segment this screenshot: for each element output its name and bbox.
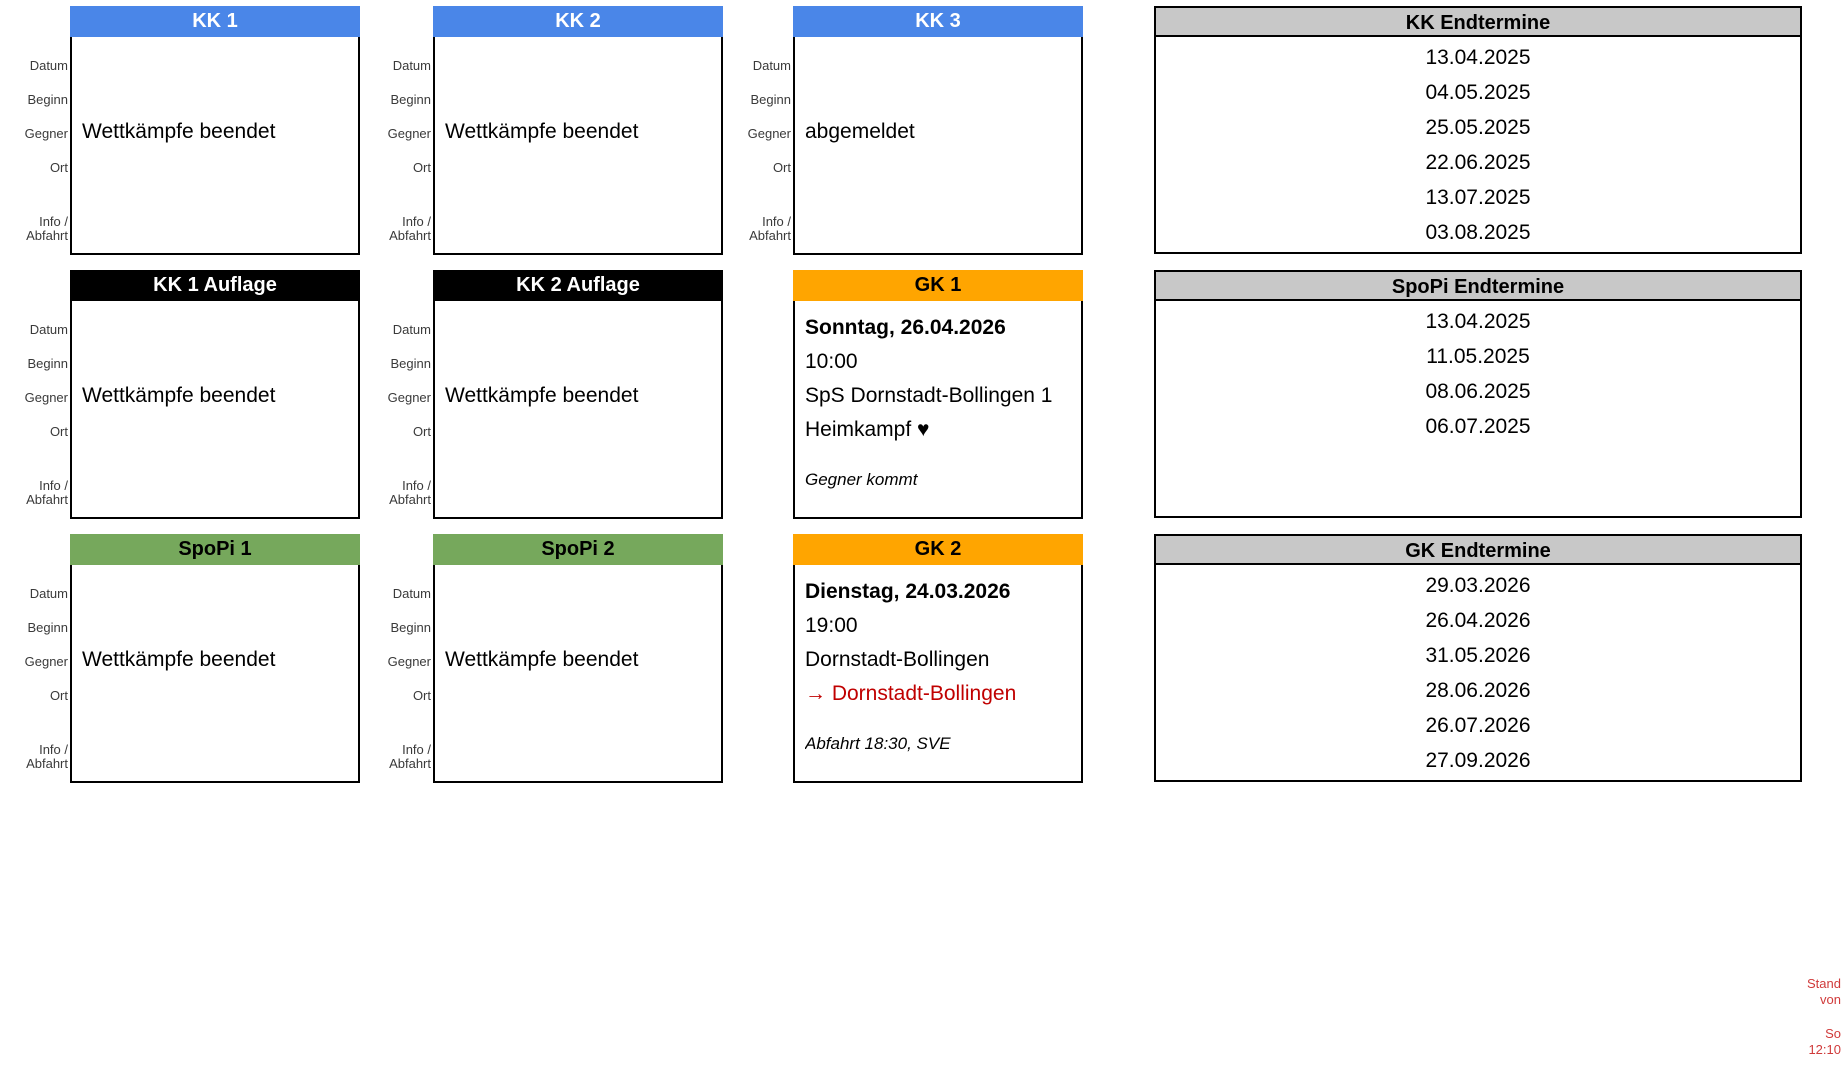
card-body — [387, 37, 723, 255]
stamp-line3: So — [1825, 1026, 1841, 1041]
match-card-kk1[interactable] — [24, 6, 360, 255]
dates-card-body — [1154, 565, 1802, 782]
dates-card-title: KK Endtermine — [1405, 12, 1551, 34]
status-text: Wettkämpfe beendet — [82, 384, 276, 407]
match-card-kk2[interactable] — [387, 6, 723, 255]
card-title: KK 2 Auflage — [516, 274, 640, 296]
status-text: Wettkämpfe beendet — [445, 648, 639, 671]
row-beginn: 10:00 — [805, 350, 858, 373]
label-info-line1: Info / — [39, 214, 68, 229]
card-body — [387, 565, 723, 783]
label-beginn: Beginn — [750, 92, 791, 107]
dates-card-header — [1154, 6, 1802, 37]
label-datum: Datum — [29, 322, 68, 337]
label-info-line1: Info / — [39, 478, 68, 493]
date-row: 27.09.2026 — [1425, 749, 1531, 772]
card-title: KK 1 Auflage — [153, 274, 277, 296]
label-info-line2: Abfahrt — [389, 228, 431, 243]
date-row: 03.08.2025 — [1425, 221, 1531, 244]
date-row: 13.04.2025 — [1425, 310, 1531, 333]
card-header — [70, 534, 360, 565]
field-labels — [723, 37, 791, 253]
match-card-kk1-auflage[interactable] — [24, 270, 360, 519]
date-row: 04.05.2025 — [1425, 81, 1531, 104]
dates-card-body — [1154, 37, 1802, 254]
status-text: Wettkämpfe beendet — [82, 648, 276, 671]
card-title: SpoPi 1 — [178, 538, 252, 560]
field-labels — [0, 565, 68, 781]
field-labels — [0, 301, 68, 517]
card-body — [24, 37, 360, 255]
dates-card-title: SpoPi Endtermine — [1391, 276, 1565, 298]
row-datum: Dienstag, 24.03.2026 — [805, 580, 1011, 603]
label-datum: Datum — [392, 322, 431, 337]
label-info-line2: Abfahrt — [749, 228, 791, 243]
date-row: 26.04.2026 — [1425, 609, 1531, 632]
dates-card-body — [1154, 301, 1802, 518]
match-card-gk2[interactable] — [793, 534, 1083, 783]
label-beginn: Beginn — [27, 356, 68, 371]
date-row: 25.05.2025 — [1425, 116, 1531, 139]
match-card-spopi2[interactable] — [387, 534, 723, 783]
label-info-line1: Info / — [39, 742, 68, 757]
card-title: KK 3 — [915, 10, 961, 32]
match-card-kk2-auflage[interactable] — [387, 270, 723, 519]
label-datum: Datum — [752, 58, 791, 73]
field-labels — [0, 37, 68, 253]
card-body — [24, 565, 360, 783]
status-text: Wettkämpfe beendet — [82, 120, 276, 143]
field-labels — [363, 301, 431, 517]
stamp-line4: 12:10 — [1808, 1042, 1841, 1057]
match-card-kk3[interactable] — [747, 6, 1083, 255]
label-datum: Datum — [392, 58, 431, 73]
row-datum: Sonntag, 26.04.2026 — [805, 316, 1006, 339]
card-header — [793, 534, 1083, 565]
field-labels — [363, 565, 431, 781]
card-header — [433, 534, 723, 565]
date-row: 26.07.2026 — [1425, 714, 1531, 737]
label-info-line1: Info / — [402, 478, 431, 493]
dates-card-title: GK Endtermine — [1405, 540, 1551, 562]
card-header — [793, 6, 1083, 37]
dates-card-header — [1154, 534, 1802, 565]
row-info: Abfahrt 18:30, SVE — [805, 734, 951, 753]
row-ort: Heimkampf ♥ — [805, 418, 930, 441]
label-ort: Ort — [49, 424, 68, 439]
date-row: 31.05.2026 — [1425, 644, 1531, 667]
label-info-line2: Abfahrt — [26, 756, 68, 771]
match-card-gk1[interactable] — [793, 270, 1083, 519]
date-row: 29.03.2026 — [1425, 574, 1531, 597]
label-beginn: Beginn — [390, 92, 431, 107]
label-ort: Ort — [412, 688, 431, 703]
card-header — [70, 6, 360, 37]
stamp-line2: von — [1820, 992, 1841, 1007]
label-gegner: Gegner — [387, 126, 431, 141]
dates-card-gk-endtermine — [1154, 534, 1802, 782]
card-title: GK 2 — [914, 538, 962, 560]
card-title: KK 1 — [192, 10, 238, 32]
label-beginn: Beginn — [27, 620, 68, 635]
label-info-line2: Abfahrt — [389, 756, 431, 771]
dates-card-header — [1154, 270, 1802, 301]
label-datum: Datum — [392, 586, 431, 601]
dates-card-spopi-endtermine — [1154, 270, 1802, 518]
label-gegner: Gegner — [747, 126, 791, 141]
label-info-line2: Abfahrt — [26, 228, 68, 243]
card-header — [70, 270, 360, 301]
date-row: 11.05.2025 — [1426, 345, 1530, 368]
label-info-line2: Abfahrt — [389, 492, 431, 507]
stand-stamp-time — [1808, 1026, 1841, 1058]
label-beginn: Beginn — [390, 620, 431, 635]
label-ort: Ort — [49, 160, 68, 175]
card-title: GK 1 — [914, 274, 962, 296]
label-gegner: Gegner — [387, 654, 431, 669]
card-header — [433, 6, 723, 37]
field-labels — [363, 37, 431, 253]
label-datum: Datum — [29, 586, 68, 601]
label-info-line2: Abfahrt — [26, 492, 68, 507]
card-body — [793, 301, 1083, 519]
date-row: 08.06.2025 — [1425, 380, 1531, 403]
card-rows — [805, 301, 1073, 517]
card-title: KK 2 — [555, 10, 601, 32]
status-text: Wettkämpfe beendet — [445, 384, 639, 407]
card-header — [433, 270, 723, 301]
label-beginn: Beginn — [390, 356, 431, 371]
label-gegner: Gegner — [387, 390, 431, 405]
label-ort: Ort — [49, 688, 68, 703]
row-gegner: SpS Dornstadt-Bollingen 1 — [805, 384, 1053, 407]
date-row: 06.07.2025 — [1425, 415, 1531, 438]
label-gegner: Gegner — [24, 654, 68, 669]
label-ort: Ort — [412, 424, 431, 439]
row-info: Gegner kommt — [805, 470, 918, 489]
row-beginn: 19:00 — [805, 614, 858, 637]
label-info-line1: Info / — [402, 742, 431, 757]
label-beginn: Beginn — [27, 92, 68, 107]
row-ort: → Dornstadt-Bollingen — [805, 682, 1017, 705]
label-gegner: Gegner — [24, 390, 68, 405]
label-datum: Datum — [29, 58, 68, 73]
card-body — [24, 301, 360, 519]
dates-card-kk-endtermine — [1154, 6, 1802, 254]
row-gegner: Dornstadt-Bollingen — [805, 648, 990, 671]
label-info-line1: Info / — [762, 214, 791, 229]
date-row: 28.06.2026 — [1425, 679, 1531, 702]
card-title: SpoPi 2 — [541, 538, 615, 560]
card-rows — [805, 565, 1073, 781]
match-card-spopi1[interactable] — [24, 534, 360, 783]
label-gegner: Gegner — [24, 126, 68, 141]
card-body — [793, 565, 1083, 783]
date-row: 13.07.2025 — [1425, 186, 1531, 209]
label-ort: Ort — [772, 160, 791, 175]
card-body — [747, 37, 1083, 255]
label-ort: Ort — [412, 160, 431, 175]
card-header — [793, 270, 1083, 301]
date-row: 13.04.2025 — [1425, 46, 1531, 69]
stamp-line1: Stand — [1807, 976, 1841, 991]
status-text: Wettkämpfe beendet — [445, 120, 639, 143]
status-text: abgemeldet — [805, 120, 915, 143]
stand-stamp — [1807, 976, 1841, 1008]
card-body — [387, 301, 723, 519]
label-info-line1: Info / — [402, 214, 431, 229]
date-row: 22.06.2025 — [1425, 151, 1531, 174]
